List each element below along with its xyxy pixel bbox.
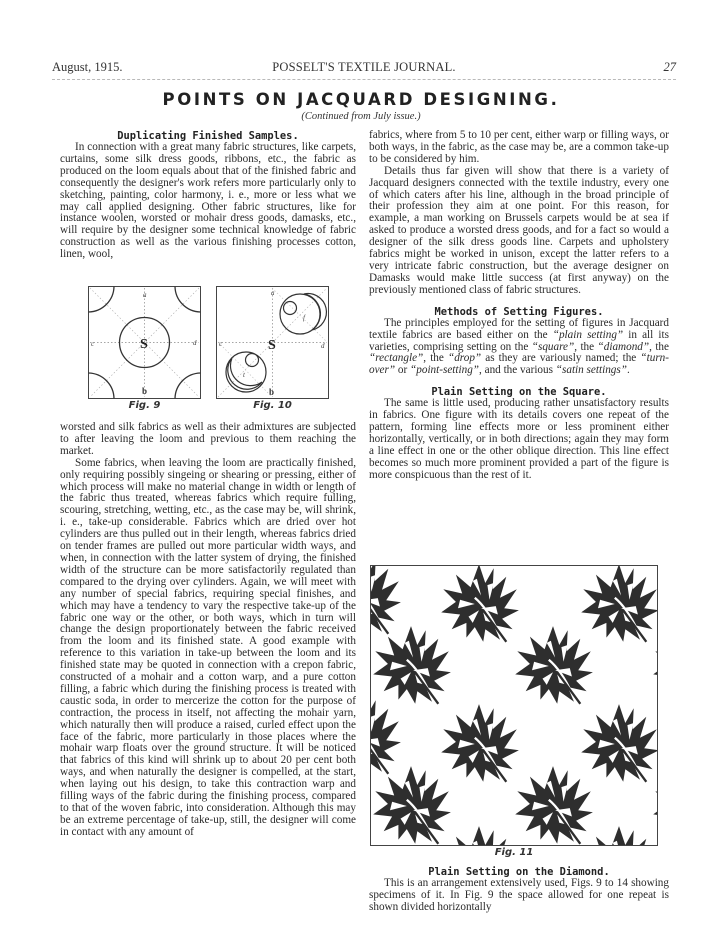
leaf-motif: [371, 696, 401, 774]
fig9-label-bottom: b: [142, 386, 148, 396]
fig9-label-left: c: [91, 340, 95, 348]
term-square: “square”: [531, 340, 575, 353]
paragraph-designers: Details thus far given will show that there is a variety of Jacquard designers connected with the textile industry, every one of which caters after his line, although in the broad principle of their profession they aim at one point. For this reason, for example, a man working on Brussels carpets would be at sea if asked to produce a worsted dress goods, and for a fact so would a designer of the silk dress goods line. Carpets and upholstery fabrics might be worked in unison, except the latter refers to a very intricate fabric construction, but the average designer on Damasks would make little success (at first anyway) on the previously mentioned class of fabric structures.: [369, 164, 669, 296]
methods-text: , the: [649, 340, 669, 353]
section-heading-square: Plain Setting on the Square.: [431, 386, 607, 399]
paragraph-duplicating: In connection with a great many fabric structures, like carpets, curtains, some silk dress goods, ribbons, etc., the fabric as produced on the loom equals about that of the finished fabric and consequently the designer's work refers more particularly only to sketching, painting, color harmony, i. e., more or less what we may call applied designing. Other fabric structures, like for instance woolen, worsted or mohair dress goods, damasks, etc., will require by the designer some technical knowledge of fabric construction as well as the various finishing processes cotton, linen, wool,: [60, 141, 356, 261]
leaf-motif: [441, 566, 519, 642]
fig10-label-top: a: [271, 289, 275, 297]
paragraph-diamond: This is an arrangement extensively used, Figs. 9 to 14 showing specimens of it. In Fig. 9 the space allowed for one repeat is shown divided horizontally: [369, 877, 669, 913]
methods-text: or: [395, 364, 411, 377]
figure-9-diagram: [88, 286, 201, 399]
header-rule: [52, 79, 676, 80]
section-heading-methods: Methods of Setting Figures.: [434, 305, 604, 318]
term-rectangle: “rectangle”: [369, 352, 424, 365]
running-head: [52, 60, 676, 78]
paragraph-duplicating-continued: worsted and silk fabrics as well as their admixtures are subjected to after leaving the loom and previous to them reaching the market.: [60, 421, 356, 457]
leaf-motif: [373, 626, 451, 704]
methods-text: as they are variously named; the: [481, 352, 641, 365]
figure-10: [216, 286, 329, 411]
issue-date: August, 1915.: [52, 60, 123, 74]
methods-text: , the: [574, 340, 598, 353]
right-column-lower: [369, 866, 669, 914]
leaf-motifs: [371, 566, 657, 845]
figures-9-10: [88, 286, 348, 414]
left-column-upper: [60, 130, 356, 261]
figure-11-caption: Fig. 11: [494, 847, 534, 858]
fig10-label-lower-motif: t: [243, 371, 245, 379]
leaf-motif: [581, 566, 657, 642]
leaf-motif: [441, 704, 519, 782]
term-turn-over: “turn-over”: [369, 352, 669, 377]
journal-name: POSSELT'S TEXTILE JOURNAL.: [272, 60, 456, 74]
paragraph-methods: [369, 318, 669, 378]
figure-10-diagram: [216, 286, 329, 399]
figure-9-caption: Fig. 9: [128, 400, 161, 411]
leaf-motif: [441, 826, 519, 845]
leaf-motif: [371, 566, 401, 634]
methods-text: in all its varieties, comprising setting on the: [369, 328, 669, 353]
figure-11-leaf-pattern: [371, 566, 657, 845]
methods-text: The principles employed for the setting of figures in Jacquard textile fabrics are based either on the: [369, 316, 669, 341]
page-number: 27: [663, 60, 676, 74]
methods-text: , and the various: [479, 364, 556, 377]
term-diamond: “diamond”: [597, 340, 650, 353]
paragraph-square: The same is little used, producing rather unsatisfactory results in fabrics. One figure with its details covers one repeat of the pattern, forming line effects more or less prominent either horizontally, vertically, or in both directions; again they may form a line effect in one or the other oblique direction. This line effect becomes so much more prominent provided a part of the figure is more conspicuous than the rest of it.: [369, 397, 669, 481]
leaf-motif: [653, 766, 657, 844]
term-drop: “drop”: [447, 352, 482, 365]
article-title: POINTS ON JACQUARD DESIGNING.: [162, 90, 560, 109]
leaf-motif: [515, 766, 593, 844]
term-satin-settings: “satin settings”: [555, 364, 627, 377]
leaf-motif: [515, 626, 593, 704]
fig10-label-left: c: [219, 340, 223, 348]
right-column-upper: [369, 130, 669, 482]
section-heading-diamond: Plain Setting on the Diamond.: [428, 866, 610, 878]
leaf-motif: [373, 766, 451, 844]
fig10-label-upper-motif: f: [303, 314, 305, 322]
left-column-lower: [60, 422, 356, 839]
section-heading-duplicating: Duplicating Finished Samples.: [117, 130, 299, 142]
term-plain-setting: “plain setting”: [552, 328, 624, 341]
paragraph-take-up-continued: fabrics, where from 5 to 10 per cent, either warp or filling ways, or both ways, in the fabric, as the case may be, are a common take-up to be considered by him.: [369, 129, 669, 165]
leaf-motif: [581, 704, 657, 782]
fig10-label-right: d: [321, 342, 325, 350]
fig10-label-center: S: [268, 338, 276, 353]
leaf-motif: [653, 626, 657, 704]
fig9-label-right: d: [193, 339, 197, 347]
methods-text: , the: [423, 352, 448, 365]
fig9-label-top: a: [143, 291, 147, 299]
article-subtitle: (Continued from July issue.): [301, 111, 421, 122]
fig10-label-bottom: b: [269, 387, 275, 397]
figure-10-caption: Fig. 10: [253, 400, 292, 411]
figure-9: [88, 286, 201, 411]
methods-text: .: [626, 364, 630, 377]
paragraph-take-up: Some fabrics, when leaving the loom are practically finished, only requiring possibly singeing or shearing or pressing, either of which process will make no material change in width or length of the fabric thus treated, whereas fabrics which require fulling, scouring, stretching, wetting, etc., as the case may be, will shrink, i. e., take-up considerable. Fabrics which are dried over hot cylinders are thus pulled out in their length, whereas fabrics dried on tender frames are pulled out more particular width ways, and when, in connection with the latter system of drying, the finished width of the structure can be more satisfactorily regulated than compared to the drying over cylinders. Again, we will meet with any number of special fabrics, requiring special finishes, and which may have a tendency to vary the respective take-up of the fabric one way or the other, or both ways, which in turn will change the design proportionately between the fabric received from the loom and its finished state. A good example with reference to this variation in take-up between the loom and its finished state may be quoted in connection with a crepon fabric, constructed of a mohair and a cotton warp, and a pure cotton filling, a fabric which during the finishing process is treated with caustic soda, in order to mercerize the cotton for the purpose of contraction, the process in itself, not affecting the mohair yarn, which naturally then will produce a raised, curled effect upon the face of the fabric, more particularly in those places where the mohair warp floats over the ground structure. It will be noticed that fabrics of this kind will shrink up to about 20 per cent both ways, and when naturally the designer is compelled, at the start, when laying out his design, to take this contraction warp and filling ways of the fabric during the finishing process, compared to that of the woven fabric, into consideration. Although this may be an extreme percentage of take-up, still, the designer will come in contact with any amount of: [60, 456, 356, 838]
figure-11: [370, 565, 658, 846]
term-point-setting: “point-setting”: [410, 364, 480, 377]
leaf-motif: [581, 826, 657, 845]
fig9-label-center: S: [140, 337, 148, 352]
